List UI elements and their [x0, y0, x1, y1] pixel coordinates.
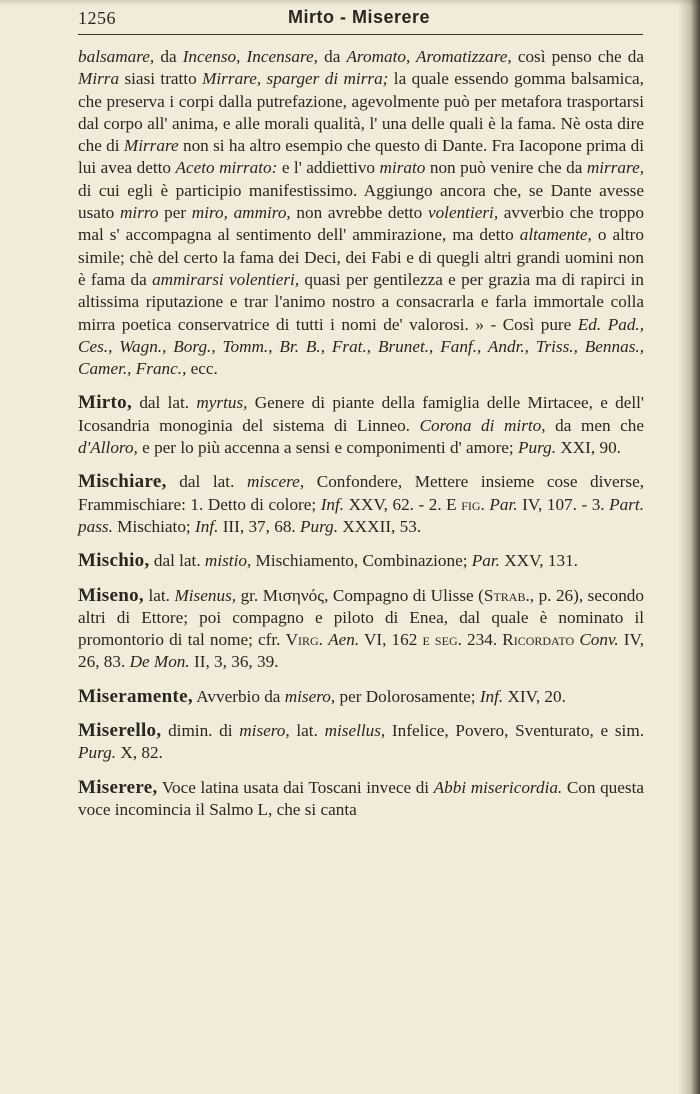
- text-run: mirato: [379, 158, 426, 178]
- text-run: Confondere, Mettere insieme cose diverse, Frammischiare: 1. Detto di colore;: [78, 472, 644, 514]
- text-run: miro, ammiro,: [191, 203, 291, 223]
- text-run: Purg.: [78, 743, 117, 763]
- text-run: non si ha altro esempio che questo di Dante. Fra Iacopone prima di lui avea detto: [78, 136, 644, 178]
- page-header: [78, 4, 643, 35]
- text-run: Strab.: [483, 585, 530, 605]
- text-run: Mischiato;: [112, 516, 195, 536]
- text-run: gr. Μισηνός, Compagno di Ulisse (: [236, 585, 484, 605]
- text-run: d'Alloro,: [78, 438, 138, 458]
- text-run: dimin. di: [161, 721, 240, 741]
- text-run: per: [158, 203, 192, 223]
- entry-miseramente: [78, 686, 644, 708]
- text-run: Voce latina usata dai Toscani invece di: [157, 777, 434, 797]
- text-run: De Mon.: [129, 652, 190, 672]
- page-gutter-shadow: [678, 0, 700, 1094]
- text-run: Genere di piante della famiglia delle Mirtacee, e dell' Icosandria monoginia del sistema di Linneo.: [78, 393, 644, 435]
- text-run: XXXII, 53.: [338, 516, 422, 536]
- text-run: Aen.: [328, 630, 360, 650]
- entry-headword: Miseno,: [78, 584, 144, 606]
- text-run: Mischiamento, Combinazione;: [251, 551, 472, 571]
- text-run: mirro: [119, 203, 159, 223]
- text-run: Aceto mirrato:: [175, 158, 278, 178]
- text-run: altamente,: [519, 225, 592, 245]
- text-run: Aromato, Aromatizzare,: [346, 47, 512, 66]
- text-run: Conv.: [579, 630, 619, 650]
- text-run: XXV, 62. - 2. E fig.: [344, 494, 490, 514]
- text-run: Con questa voce incomincia il Salmo L, che si canta: [78, 777, 644, 819]
- page-number: 1256: [78, 8, 116, 28]
- text-run: lat.: [289, 721, 325, 741]
- text-run: la quale essendo gomma balsamica, che preserva i corpi dalla putrefazione, agevolmente può per metafora trasportarsi dal corpo all' anima, e alle morali qualità, l' una delle quali è la fama. Nè osta dire che di: [78, 69, 644, 156]
- entry-headword: Mirto,: [78, 392, 133, 414]
- entry-headword: Miseramente,: [78, 685, 193, 707]
- entry-headword: Miserere,: [78, 776, 158, 798]
- entry-miserere: [78, 777, 644, 822]
- text-run: Abbi misericordia.: [433, 777, 563, 797]
- text-run: Infelice, Povero, Sventurato, e sim.: [385, 721, 644, 741]
- text-run: non avrebbe detto: [290, 203, 428, 223]
- text-run: II, 3, 36, 39.: [189, 652, 279, 672]
- entry-headword: Mischio,: [78, 550, 150, 572]
- text-run: volentieri,: [427, 203, 499, 223]
- text-run: siasi tratto: [119, 69, 203, 89]
- text-run: Corona di mirto,: [419, 415, 546, 435]
- text-run: da men che: [545, 415, 645, 435]
- text-run: Purg.: [518, 438, 557, 458]
- text-run: per Dolorosamente;: [335, 686, 480, 706]
- text-run: quasi per gentilezza e per grazia ma di rapirci in altissima riputazione e trar l'animo nostro a consacrarla e farla immortale colla mirra poetica conservatrice di tutti i nomi de' valorosi. » - Così pure: [78, 269, 644, 334]
- text-run: Par.: [471, 551, 500, 571]
- text-run: ecc.: [186, 359, 218, 379]
- text-run: misero,: [284, 686, 336, 706]
- text-run: myrtus,: [196, 393, 248, 413]
- entry-headword: Mischiare,: [78, 471, 167, 493]
- text-run: XXI, 90.: [556, 438, 621, 458]
- text-run: e per lo più accenna a sensi e componimenti d' amore;: [137, 438, 518, 458]
- text-run: mistio,: [204, 551, 252, 571]
- text-run: Mirrare: [123, 136, 179, 156]
- text-run: Inf.: [320, 494, 345, 514]
- text-run: Purg.: [300, 516, 339, 536]
- text-run: lat.: [143, 585, 175, 605]
- text-run: IV, 107. - 3.: [517, 494, 610, 514]
- text-run: e l' addiettivo: [277, 158, 380, 178]
- text-run: dal lat.: [149, 551, 205, 571]
- text-run: Inf.: [195, 516, 219, 536]
- entry-miseno: [78, 585, 644, 674]
- page-body: [78, 46, 644, 821]
- text-run: XXV, 131.: [499, 551, 578, 571]
- text-run: Ed. Pad., Ces., Wagn., Borg., Tomm., Br. B., Frat., Brunet., Fanf., Andr., Triss., Bennas., Camer., Franc.,: [78, 314, 645, 379]
- text-run: , p. 26), secondo altri di Ettore; poi compagno e piloto di Enea, dal quale è nominato il promontorio di tal nome; cfr.: [78, 585, 644, 650]
- text-run: balsamare,: [78, 47, 155, 66]
- text-run: misero,: [239, 721, 290, 741]
- text-run: X, 82.: [116, 743, 163, 763]
- text-run: VI, 162 e seg. 234. Ricordato: [359, 630, 580, 650]
- text-run: da: [154, 47, 183, 66]
- text-run: o altro simile; chè del certo la fama dei Deci, dei Fabi e di quegli altri grandi uomini non è fama da: [78, 225, 644, 289]
- text-run: Misenus,: [174, 585, 237, 605]
- text-run: dal lat.: [132, 393, 197, 413]
- text-run: dal lat.: [166, 472, 247, 492]
- text-run: di cui egli è participio manifestissimo. Aggiungo ancora che, se Dante avesse usato: [78, 180, 644, 223]
- text-run: IV, 26, 83.: [78, 630, 644, 672]
- text-run: Inf.: [479, 686, 504, 706]
- text-run: XIV, 20.: [503, 686, 566, 706]
- text-run: ammirarsi volentieri,: [152, 269, 300, 289]
- text-run: Virg.: [285, 630, 323, 650]
- text-run: Part. pass.: [78, 494, 644, 536]
- continuation-paragraph: [78, 46, 644, 380]
- text-run: Mirrare, sparger di mirra;: [202, 69, 389, 89]
- entry-headword: Miserello,: [78, 720, 162, 742]
- text-run: Mirra: [78, 69, 120, 89]
- running-head: Mirto - Miserere: [288, 7, 431, 27]
- text-run: mirrare,: [586, 158, 644, 178]
- text-run: III, 37, 68.: [218, 516, 301, 536]
- text-run: Avverbio da: [192, 686, 285, 706]
- text-run: così penso che da: [511, 47, 644, 66]
- entry-mirto: [78, 392, 644, 459]
- text-run: Incenso, Incensare,: [182, 47, 318, 66]
- entry-miserello: [78, 720, 644, 765]
- text-run: da: [317, 47, 347, 66]
- text-run: avverbio che troppo mal s' accompagna al sentimento dell' ammirazione, ma detto: [78, 203, 644, 245]
- text-run: misellus,: [324, 721, 386, 741]
- text-run: Par.: [489, 494, 518, 514]
- text-run: miscere,: [247, 472, 305, 492]
- entry-mischiare: [78, 471, 644, 538]
- entry-mischio: [78, 550, 644, 572]
- text-run: non può venire che da: [425, 158, 587, 178]
